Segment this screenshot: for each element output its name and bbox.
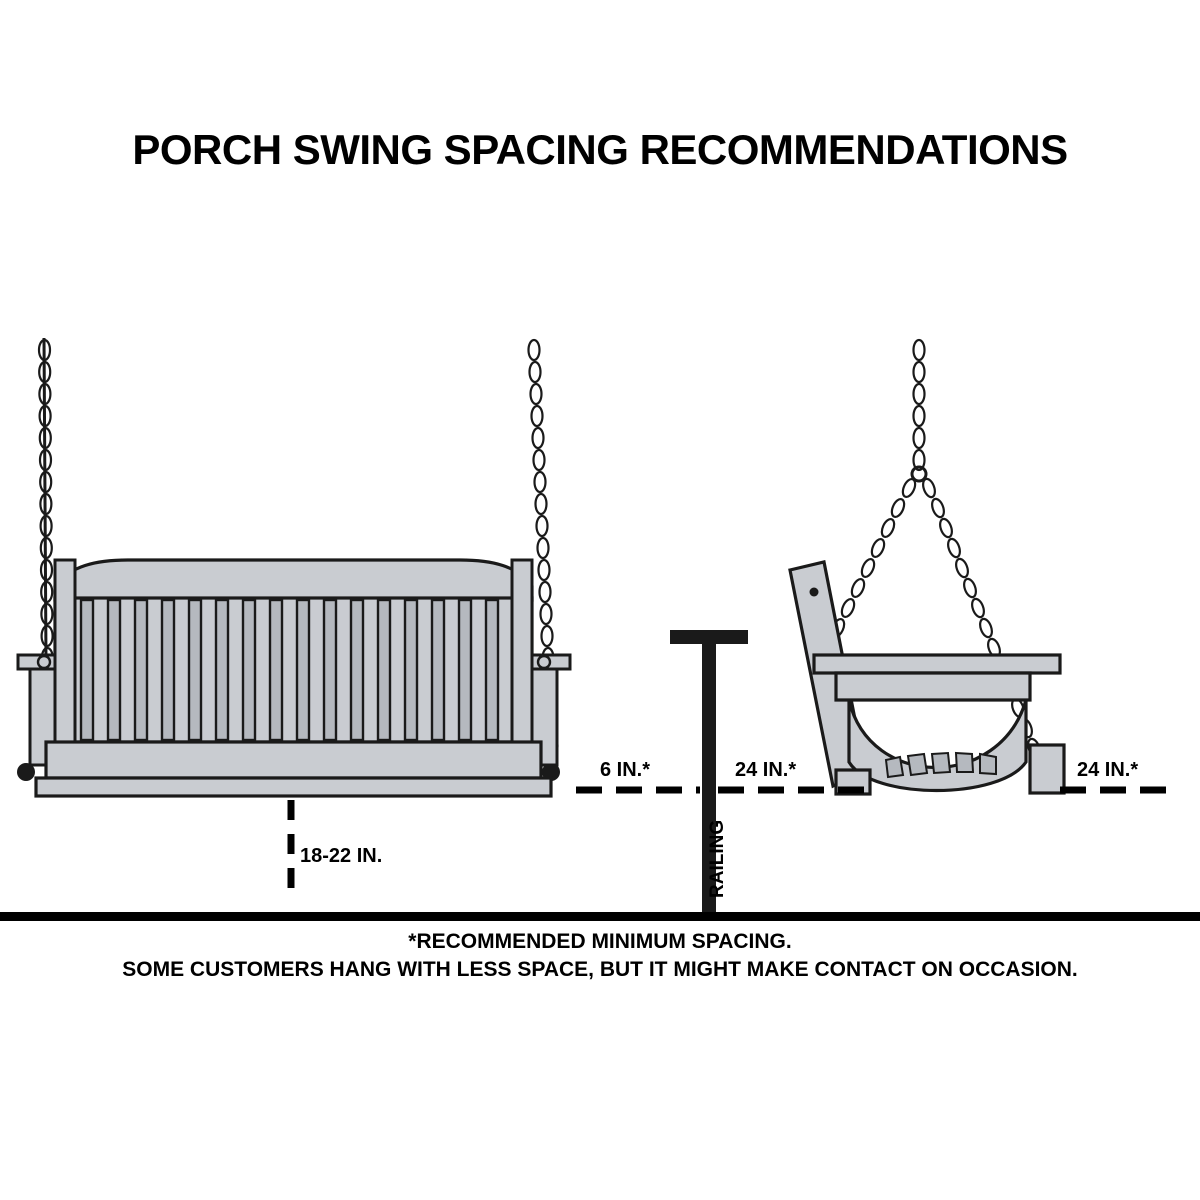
label-clearance-back: 24 IN.*: [735, 759, 797, 781]
label-clearance-right: 24 IN.*: [1077, 759, 1139, 781]
ground-line: [0, 912, 1200, 921]
side-profile-view: [790, 340, 1064, 794]
swing-post-right: [512, 560, 532, 742]
front-elevation-view: [17, 338, 570, 796]
swing-seat-side: [836, 673, 1030, 700]
label-railing: RAILING: [707, 819, 728, 898]
bolt-upper: [810, 588, 819, 597]
footnote-line-2: SOME CUSTOMERS HANG WITH LESS SPACE, BUT IT MIGHT MAKE CONTACT ON OCCASION.: [122, 958, 1078, 981]
label-clearance-front: 6 IN.*: [600, 759, 651, 781]
swing-seat-front: [46, 742, 541, 778]
swing-base-rail: [36, 778, 551, 796]
swing-back-crest: [55, 560, 532, 600]
chain-side-top: [914, 340, 925, 470]
label-seat-height: 18-22 IN.: [300, 845, 383, 867]
swing-front-post-side: [1030, 745, 1064, 793]
swing-post-left: [55, 560, 75, 742]
footnote-line-1: *RECOMMENDED MINIMUM SPACING.: [408, 930, 792, 953]
page-title: PORCH SWING SPACING RECOMMENDATIONS: [132, 126, 1068, 173]
swing-armrest-side: [814, 655, 1060, 673]
swing-seat-contour: [849, 700, 1026, 791]
